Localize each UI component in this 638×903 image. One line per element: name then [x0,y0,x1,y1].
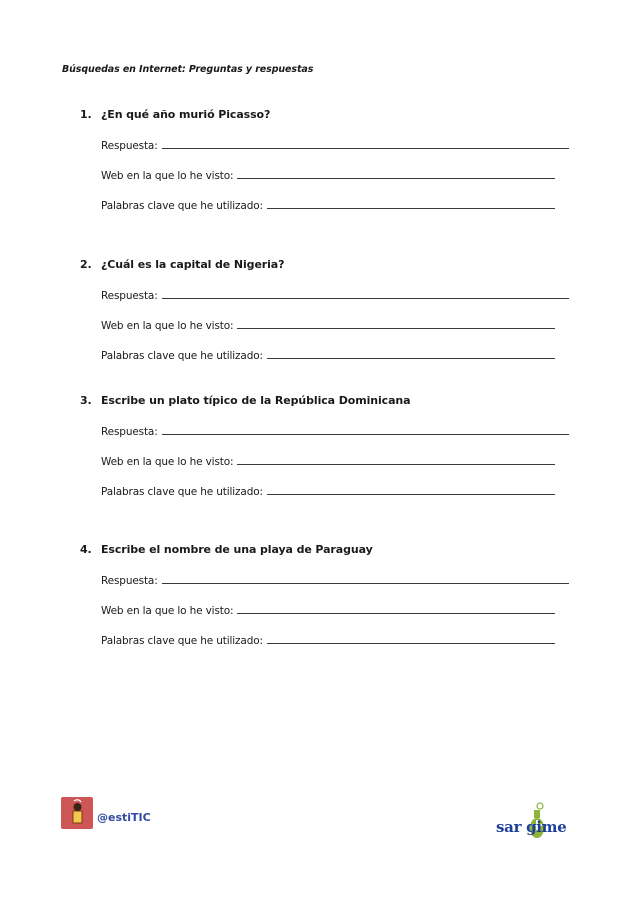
web-line[interactable] [101,168,555,182]
question-number: 4. [80,543,92,556]
keywords-line[interactable] [101,633,555,647]
keywords-label: Palabras clave que he utilizado: [101,350,263,362]
question-title [80,394,410,407]
answer-label: Respuesta: [101,575,158,587]
web-blank[interactable] [237,454,555,465]
question-title [80,258,284,271]
question-text: ¿En qué año murió Picasso? [101,108,271,121]
sargime-logo-text: sar gime [496,818,567,836]
figure-icon [61,797,93,829]
web-label: Web en la que lo he visto: [101,605,234,617]
answer-line[interactable] [101,288,569,302]
answer-label: Respuesta: [101,290,158,302]
web-label: Web en la que lo he visto: [101,456,234,468]
answer-line[interactable] [101,424,569,438]
sargime-logo [496,800,582,845]
answer-label: Respuesta: [101,426,158,438]
keywords-blank[interactable] [267,348,555,359]
document-header: Búsquedas en Internet: Preguntas y respuestas [62,64,314,75]
keywords-line[interactable] [101,198,555,212]
keywords-blank[interactable] [267,198,555,209]
web-label: Web en la que lo he visto: [101,320,234,332]
keywords-label: Palabras clave que he utilizado: [101,486,263,498]
web-label: Web en la que lo he visto: [101,170,234,182]
web-line[interactable] [101,603,555,617]
answer-blank[interactable] [162,424,569,435]
keywords-blank[interactable] [267,484,555,495]
answer-label: Respuesta: [101,140,158,152]
keywords-label: Palabras clave que he utilizado: [101,635,263,647]
keywords-label: Palabras clave que he utilizado: [101,200,263,212]
answer-blank[interactable] [162,573,569,584]
web-line[interactable] [101,318,555,332]
web-blank[interactable] [237,168,555,179]
answer-blank[interactable] [162,138,569,149]
question-title [80,543,373,556]
esti-tic-handle: @estiTIC [97,811,151,824]
keywords-line[interactable] [101,484,555,498]
question-text: Escribe el nombre de una playa de Paraguay [101,543,373,556]
answer-blank[interactable] [162,288,569,299]
question-title [80,108,270,121]
question-text: Escribe un plato típico de la República Dominicana [101,394,411,407]
keywords-blank[interactable] [267,633,555,644]
question-number: 1. [80,108,92,121]
answer-line[interactable] [101,138,569,152]
esti-tic-icon [61,797,93,829]
question-number: 3. [80,394,92,407]
web-line[interactable] [101,454,555,468]
question-number: 2. [80,258,92,271]
keywords-line[interactable] [101,348,555,362]
web-blank[interactable] [237,603,555,614]
web-blank[interactable] [237,318,555,329]
answer-line[interactable] [101,573,569,587]
question-text: ¿Cuál es la capital de Nigeria? [101,258,285,271]
